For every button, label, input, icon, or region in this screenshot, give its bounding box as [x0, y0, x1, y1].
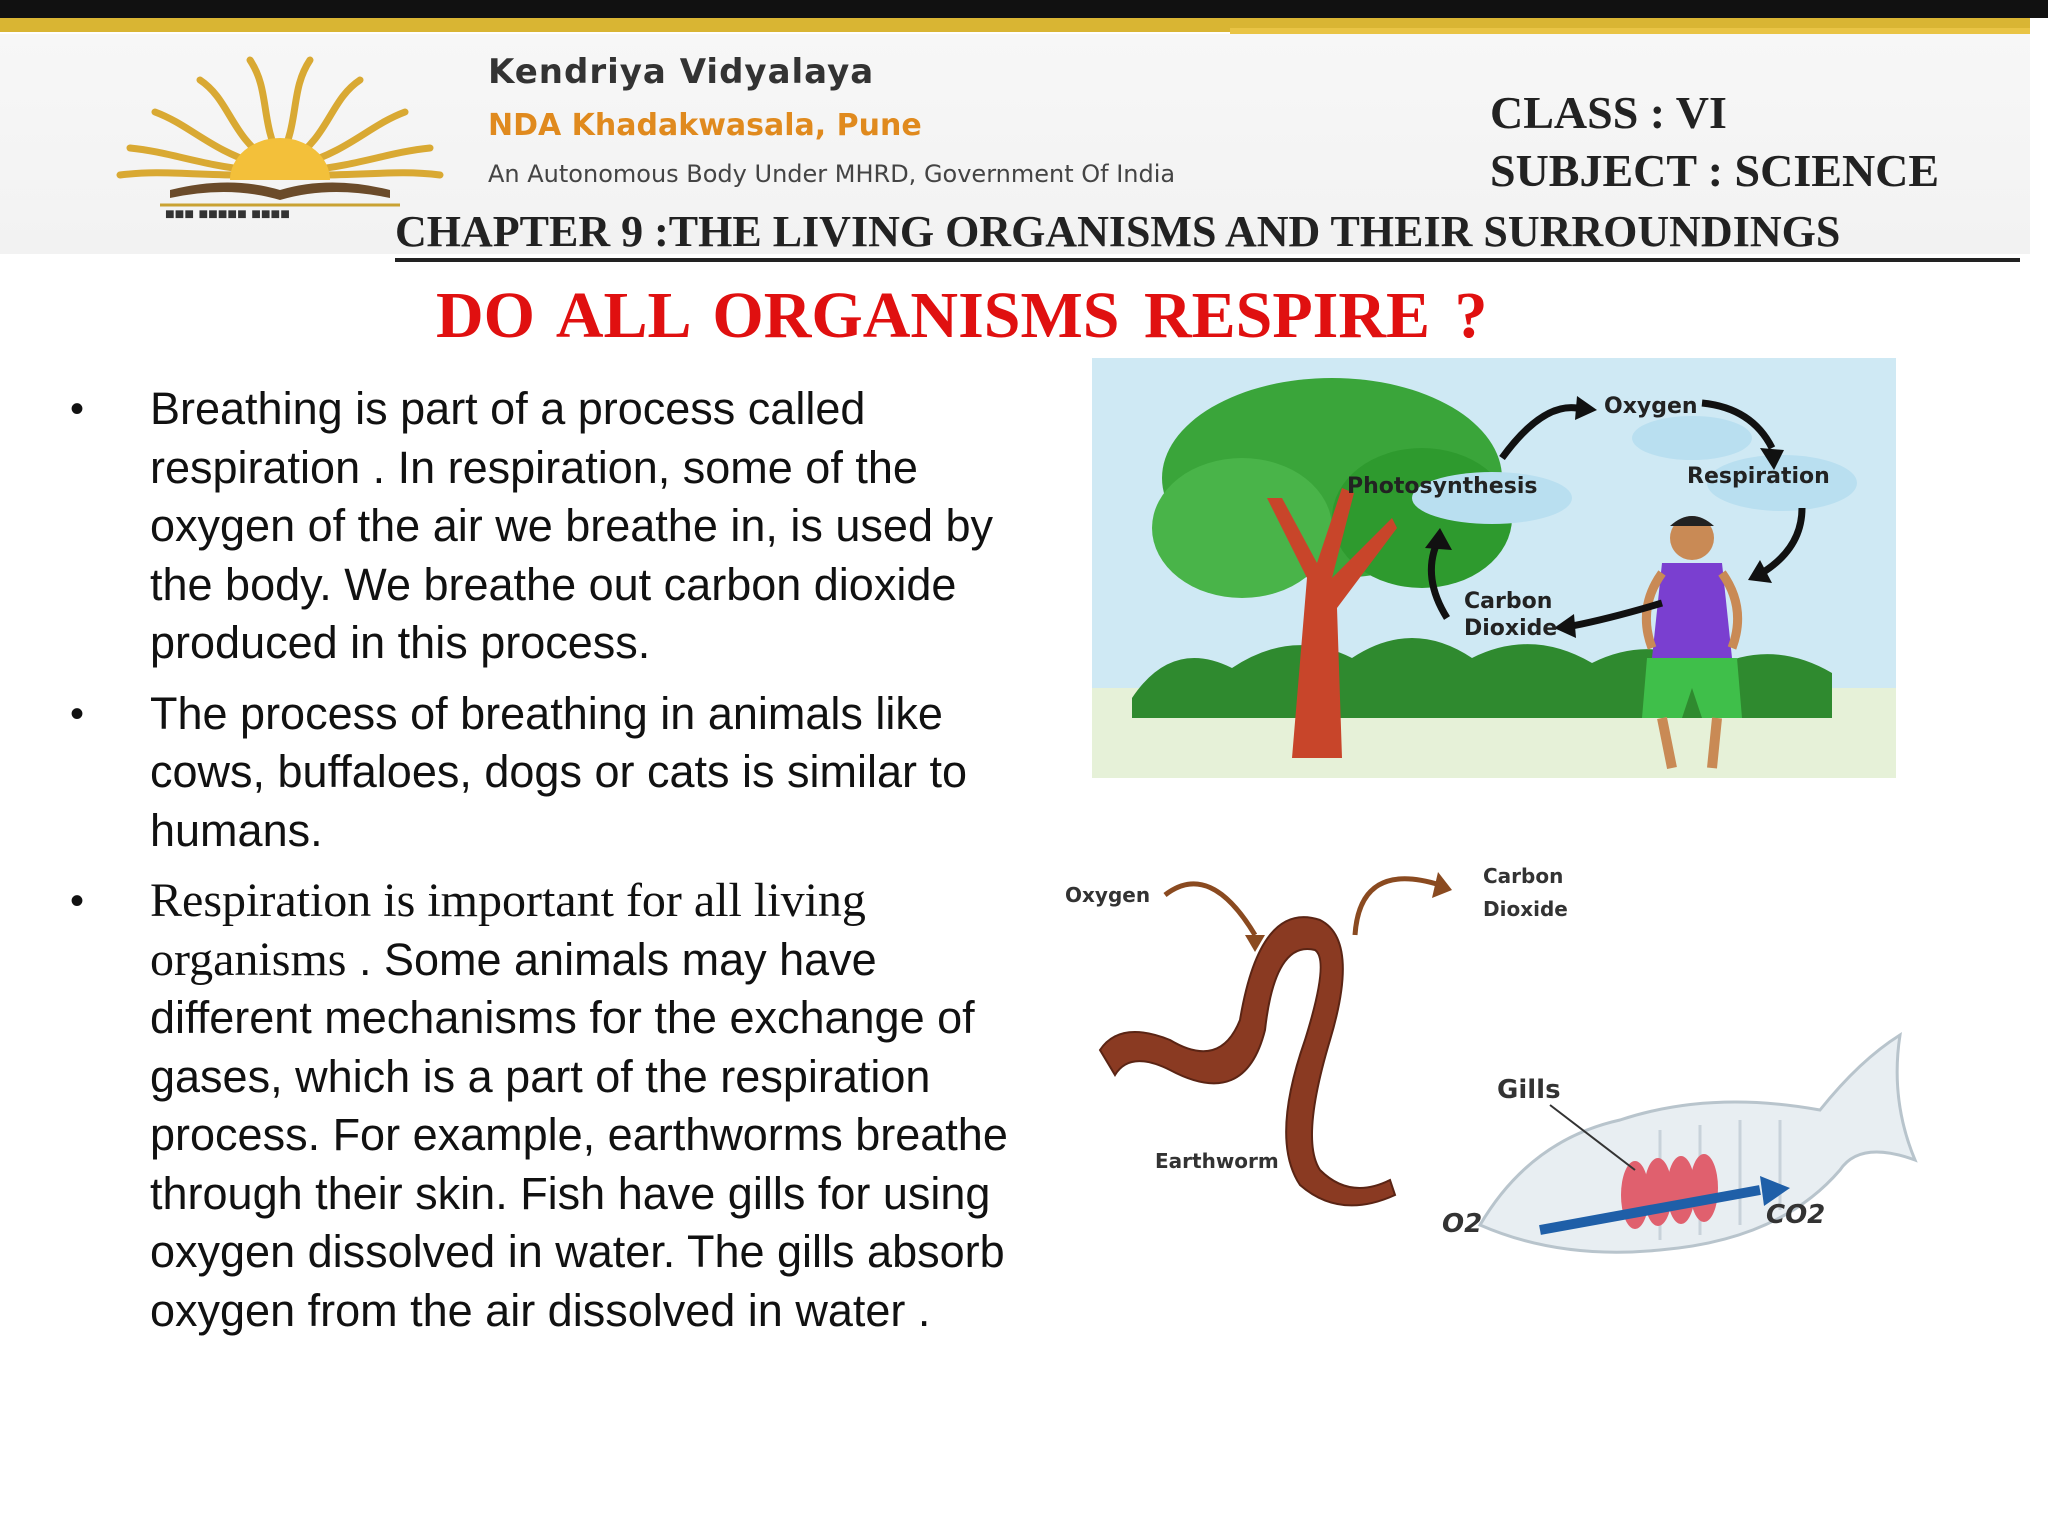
cloud	[1632, 416, 1752, 460]
bullet-serif-text: Respiration is important for all living organisms	[150, 874, 866, 986]
worm-label-dioxide: Dioxide	[1483, 897, 1568, 921]
class-label: CLASS : VI	[1490, 87, 1727, 138]
diagram-label-photosynthesis: Photosynthesis	[1347, 474, 1538, 499]
diagram-label-respiration: Respiration	[1687, 464, 1830, 489]
slide-title: DO ALL ORGANISMS RESPIRE ?	[436, 279, 1488, 352]
subject-label: SUBJECT : SCIENCE	[1490, 145, 1940, 196]
logo-hindi-caption: ■■■ ■■■■■ ■■■■	[165, 206, 290, 223]
bullet-item	[60, 685, 1040, 861]
diagram-label-oxygen: Oxygen	[1604, 394, 1698, 419]
school-location: NDA Khadakwasala, Pune	[488, 108, 922, 143]
worm-label-earthworm: Earthworm	[1155, 1149, 1279, 1173]
bullet-item	[60, 380, 1040, 673]
bullet-dot-icon: •	[70, 691, 85, 736]
fish-label-gills: Gills	[1497, 1075, 1561, 1105]
bullet-text: . Some animals may have different mechanisms for the exchange of gases, which is a part of the respiration process. For example, earthworms breathe through their skin. Fish have gills for using oxygen dissolved in water. The gills absorb oxygen from the air dissolved in water .	[150, 933, 1008, 1336]
chapter-underline	[395, 258, 2020, 262]
earthworm-fish-illustration	[1060, 840, 1960, 1320]
bullet-text: The process of breathing in animals like cows, buffaloes, dogs or cats is similar to humans.	[150, 687, 968, 856]
photosynthesis-respiration-illustration	[1092, 358, 1896, 778]
chapter-title: CHAPTER 9 :THE LIVING ORGANISMS AND THEIR SURROUNDINGS	[395, 207, 1841, 256]
bullet-dot-icon: •	[70, 879, 85, 923]
fish-label-co2: CO2	[1766, 1200, 1826, 1230]
diagram-label-carbon: Carbon	[1464, 589, 1553, 614]
worm-label-oxygen: Oxygen	[1065, 883, 1151, 907]
school-subtitle: An Autonomous Body Under MHRD, Government Of India	[488, 160, 1176, 188]
bullet-item	[60, 872, 1040, 1340]
worm-label-carbon: Carbon	[1483, 864, 1564, 888]
school-name: Kendriya Vidyalaya	[488, 52, 875, 92]
top-border-bar	[0, 0, 2048, 18]
bullet-text: Breathing is part of a process called respiration . In respiration, some of the oxygen of the air we breathe in, is used by the body. We breathe out carbon dioxide produced in this process.	[150, 383, 994, 668]
bullet-list	[60, 380, 1040, 1352]
diagram-label-dioxide: Dioxide	[1464, 616, 1558, 641]
fish-label-o2: O2	[1442, 1209, 1483, 1239]
bullet-dot-icon: •	[70, 387, 85, 431]
